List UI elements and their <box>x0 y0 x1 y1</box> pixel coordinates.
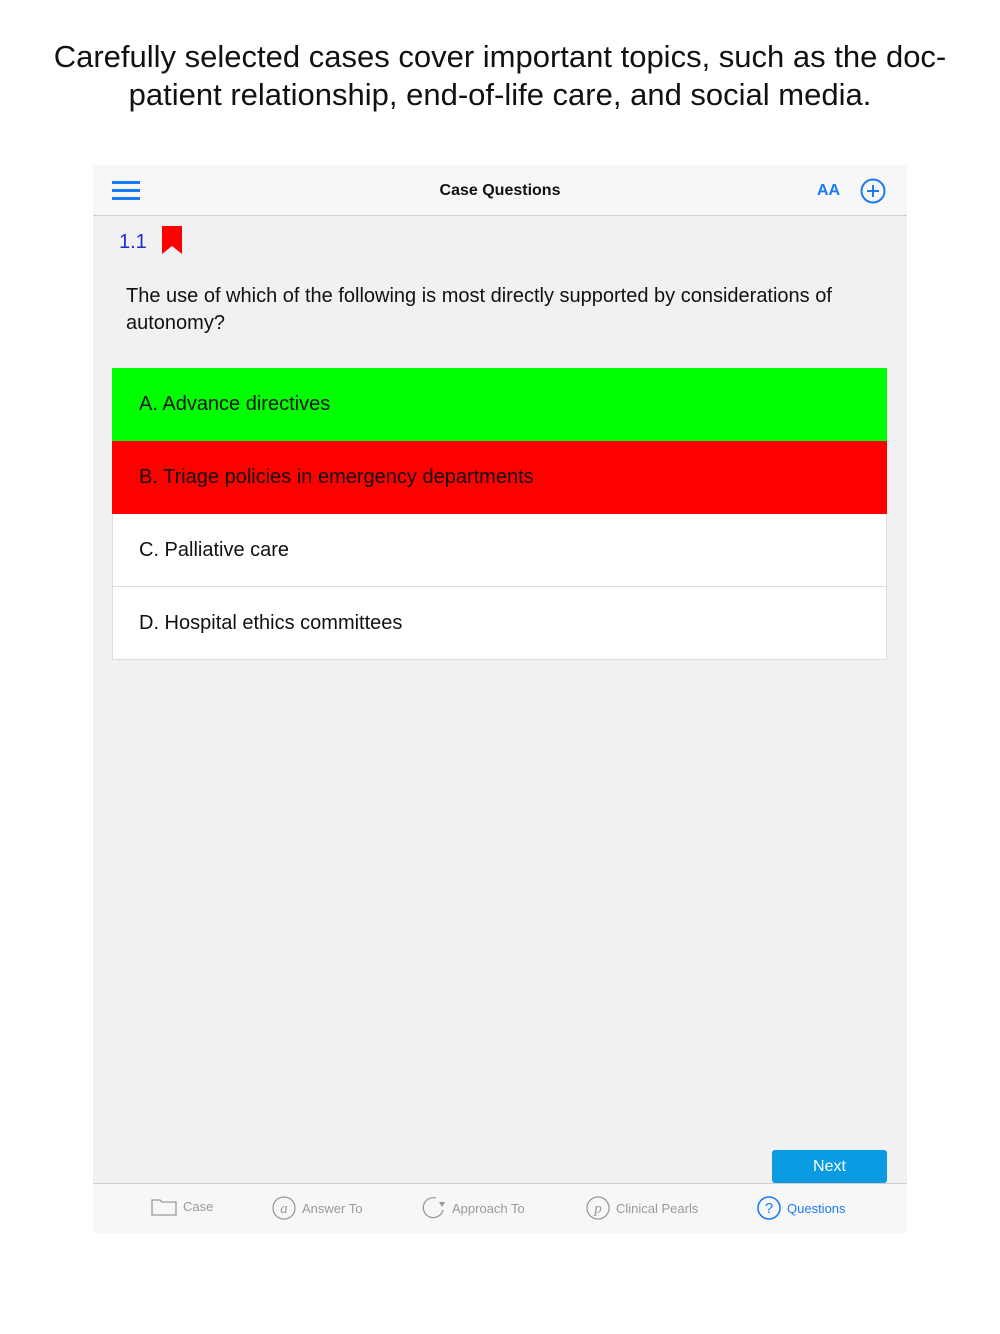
p-icon <box>586 1196 610 1220</box>
folder-icon <box>151 1196 177 1216</box>
option-a[interactable]: A. Advance directives <box>112 368 887 441</box>
caption: Carefully selected cases cover important topics, such as the doc-patient relationship, end-of-life care, and social media. <box>53 39 947 112</box>
tab-label: Questions <box>787 1200 846 1216</box>
question-icon <box>757 1196 781 1220</box>
tab-label: Clinical Pearls <box>616 1200 699 1216</box>
add-icon[interactable] <box>860 178 886 204</box>
tab-label: Approach To <box>452 1200 525 1216</box>
option-c[interactable]: C. Palliative care <box>112 514 887 587</box>
tab-clinical-pearls[interactable] <box>586 1196 698 1220</box>
svg-text:?: ? <box>764 1200 774 1217</box>
svg-text:a: a <box>280 1201 288 1217</box>
question-text: The use of which of the following is most directly supported by considerations of autonomy? <box>126 285 832 334</box>
app-frame <box>93 165 907 1232</box>
tab-case[interactable] <box>151 1196 213 1216</box>
tab-answer-to[interactable] <box>272 1196 362 1220</box>
tab-bar <box>93 1183 907 1233</box>
answer-options <box>112 368 887 660</box>
tab-label: Answer To <box>302 1200 363 1216</box>
at-icon <box>272 1196 296 1220</box>
bookmark-icon[interactable] <box>162 226 182 254</box>
tab-questions[interactable] <box>757 1196 846 1220</box>
page-title: Case Questions <box>439 182 561 199</box>
tab-approach-to[interactable] <box>422 1196 525 1220</box>
next-button[interactable]: Next <box>772 1150 887 1183</box>
question-number: 1.1 <box>119 231 147 253</box>
svg-text:p: p <box>594 1201 602 1217</box>
option-d[interactable]: D. Hospital ethics committees <box>112 587 887 660</box>
font-size-button[interactable]: AA <box>817 182 841 199</box>
tab-label: Case <box>183 1198 214 1214</box>
option-b[interactable]: B. Triage policies in emergency departments <box>112 441 887 514</box>
refresh-icon <box>422 1196 446 1220</box>
nav-bar <box>93 165 907 216</box>
